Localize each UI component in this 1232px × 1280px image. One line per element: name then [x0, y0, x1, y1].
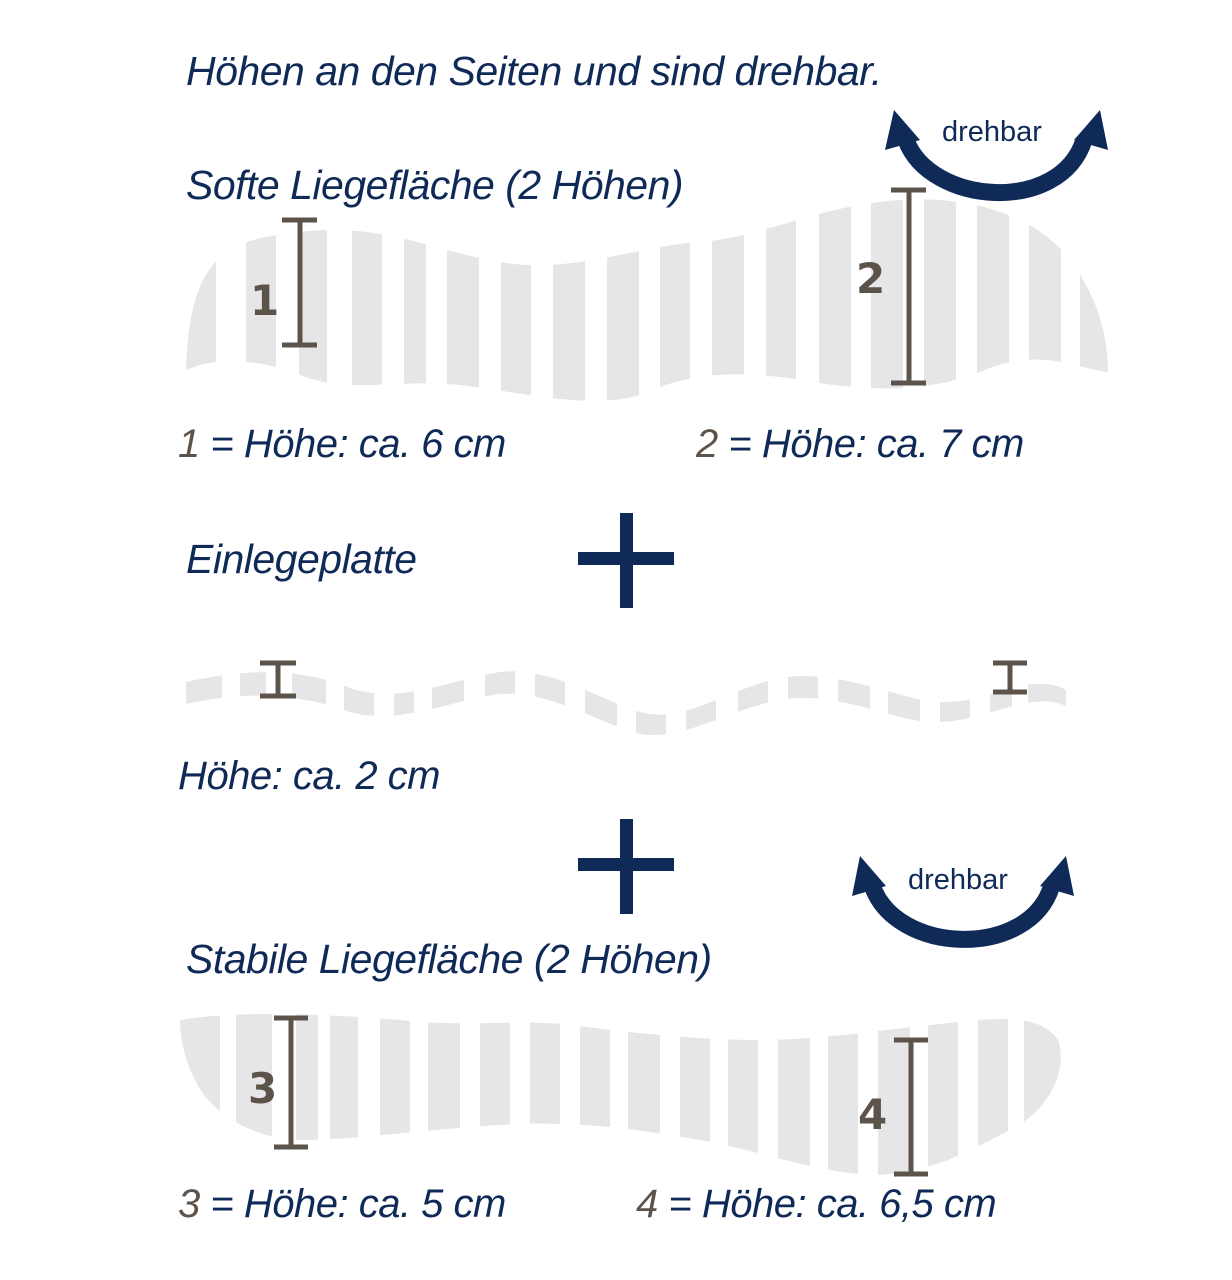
caption-text: = Höhe: ca. 5 cm: [210, 1182, 506, 1226]
marker-number-4: 4: [858, 1090, 888, 1139]
intro-text: Höhen an den Seiten und sind drehbar.: [186, 48, 882, 94]
rotatable-label: drehbar: [942, 116, 1042, 148]
caption-number: 3: [178, 1182, 200, 1226]
caption-text: = Höhe: ca. 7 cm: [728, 422, 1024, 466]
caption-marker-2: [696, 422, 1024, 467]
plus-icon: [578, 513, 674, 608]
height-marker-plate-right: [993, 663, 1027, 692]
section-title-plate: Einlegeplatte: [186, 536, 417, 582]
caption-number: 4: [636, 1182, 658, 1226]
caption-text: = Höhe: ca. 6 cm: [210, 422, 506, 466]
section-title-soft: Softe Liegefläche (2 Höhen): [186, 162, 684, 208]
caption-number: 2: [696, 422, 718, 466]
marker-number-3: 3: [248, 1064, 278, 1113]
caption-marker-3: [178, 1182, 506, 1227]
marker-number-2: 2: [856, 254, 886, 303]
caption-marker-1: [178, 422, 506, 467]
caption-text: = Höhe: ca. 6,5 cm: [668, 1182, 997, 1226]
plus-icon: [578, 819, 674, 914]
section-title-stable: Stabile Liegefläche (2 Höhen): [186, 936, 712, 982]
caption-number: 1: [178, 422, 200, 466]
marker-number-1: 1: [250, 276, 280, 325]
caption-marker-4: [636, 1182, 996, 1227]
rotatable-label: drehbar: [908, 864, 1008, 896]
caption-plate: Höhe: ca. 2 cm: [178, 754, 441, 798]
